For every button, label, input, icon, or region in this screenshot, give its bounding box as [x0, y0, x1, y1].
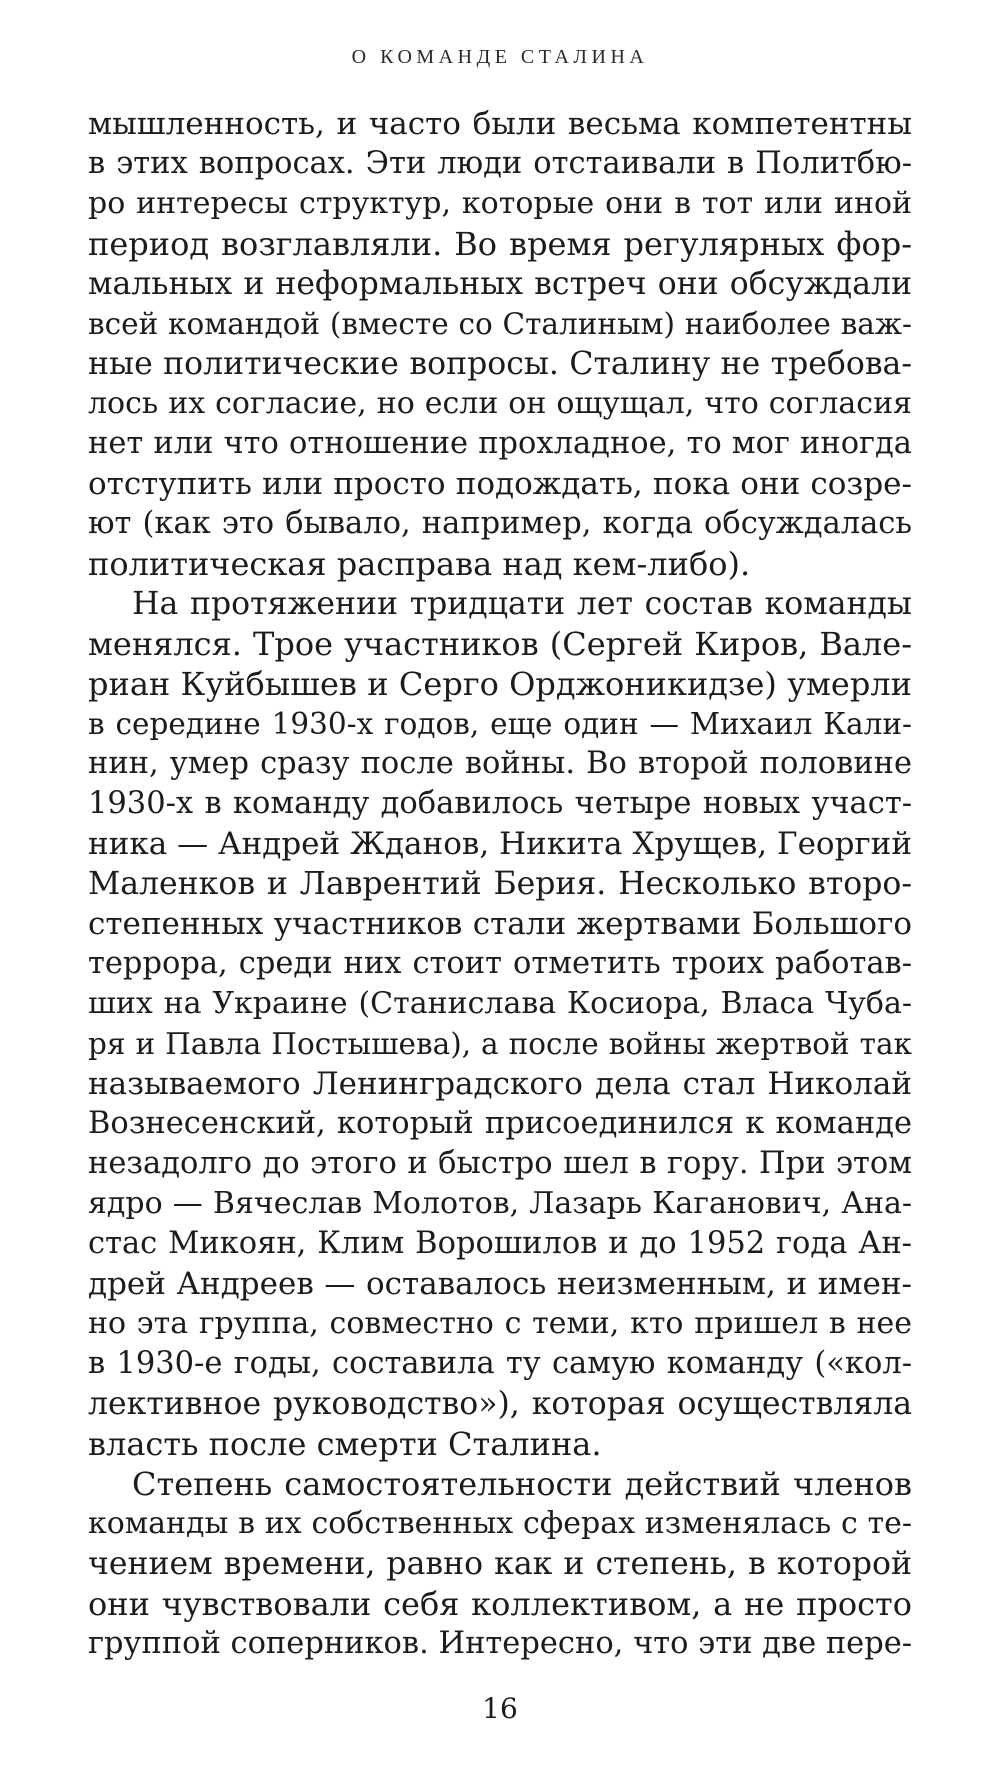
text-line: лективное руководство»), которая осуществляла: [88, 1386, 912, 1422]
text-line: отступить или просто подождать, пока они созре-: [88, 466, 912, 502]
text-line: но эта группа, совместно с теми, кто пришел в нее: [88, 1306, 912, 1341]
text-line: Степень самостоятельности действий членов: [132, 1465, 912, 1503]
text-line: в этих вопросах. Эти люди отстаивали в Политбю-: [88, 146, 912, 181]
text-line: незадолго до этого и быстро шел в гору. При этом: [88, 1146, 912, 1181]
text-line: Маленков и Лаврентий Берия. Несколько второ-: [88, 866, 912, 902]
text-line: ря и Павла Постышева), а после войны жертвой так: [88, 1027, 912, 1061]
text-line: в 1930-е годы, составила ту самую команду («кол-: [88, 1346, 912, 1381]
text-line: степенных участников стали жертвами Большого: [88, 906, 912, 942]
text-line: Вознесенский, который присоединился к команде: [88, 1106, 912, 1141]
text-line: дрей Андреев — оставалось неизменным, и имен-: [88, 1266, 912, 1302]
text-line: команды в их собственных сферах изменялась с те-: [88, 1506, 912, 1541]
text-line: террора, среди них стоит отметить троих работав-: [88, 946, 912, 981]
text-line: ших на Украине (Станислава Косиора, Власа Чуба-: [88, 986, 912, 1021]
page-number: 16: [482, 1692, 518, 1725]
text-line: На протяжении тридцати лет состав команды: [132, 586, 912, 622]
paragraph: [88, 1464, 912, 1664]
text-line: мышленность, и часто были весьма компетентны: [88, 106, 912, 142]
text-line: в середине 1930-х годов, еще один — Михаил Кали-: [88, 707, 912, 741]
text-line: всей командой (вместе со Сталиным) наиболее важ-: [88, 307, 912, 341]
text-line: менялся. Трое участников (Сергей Киров, Вале-: [88, 625, 912, 663]
paragraph: [88, 584, 912, 1464]
text-line: власть после смерти Сталина.: [88, 1425, 602, 1463]
text-line: чением времени, равно как и степень, в которой: [88, 1546, 912, 1582]
text-line: риан Куйбышев и Серго Орджоникидзе) умерли: [88, 665, 912, 703]
paragraph: [88, 104, 912, 584]
text-line: группой соперников. Интересно, что эти две пере-: [88, 1626, 913, 1661]
text-line: нин, умер сразу после войны. Во второй половине: [88, 746, 912, 781]
text-line: лось их согласие, но если он ощущал, что согласия: [88, 386, 912, 421]
text-line: 1930-х в команду добавилось четыре новых участ-: [88, 786, 912, 821]
running-head-title: О КОМАНДЕ СТАЛИНА: [351, 46, 649, 68]
text-line: мальных и неформальных встреч они обсуждали: [88, 266, 912, 302]
text-line: стас Микоян, Клим Ворошилов и до 1952 года Ан-: [88, 1226, 912, 1261]
body-text: [88, 104, 912, 1664]
text-line: ные политические вопросы. Сталину не требова-: [88, 346, 912, 382]
text-line: ника — Андрей Жданов, Никита Хрущев, Георгий: [88, 826, 912, 862]
text-line: период возглавляли. Во время регулярных фор-: [88, 225, 912, 263]
text-line: нет или что отношение прохладное, то мог иногда: [88, 426, 912, 461]
text-line: ядро — Вячеслав Молотов, Лазарь Каганович, Ана-: [88, 1186, 912, 1221]
text-line: ро интересы структур, которые они в тот или иной: [88, 186, 912, 221]
text-line: политическая расправа над кем-либо).: [88, 545, 751, 583]
text-line: ют (как это бывало, например, когда обсуждалась: [88, 506, 912, 541]
text-line: они чувствовали себя коллективом, а не просто: [88, 1585, 912, 1623]
text-line: называемого Ленинградского дела стал Николай: [88, 1066, 912, 1102]
